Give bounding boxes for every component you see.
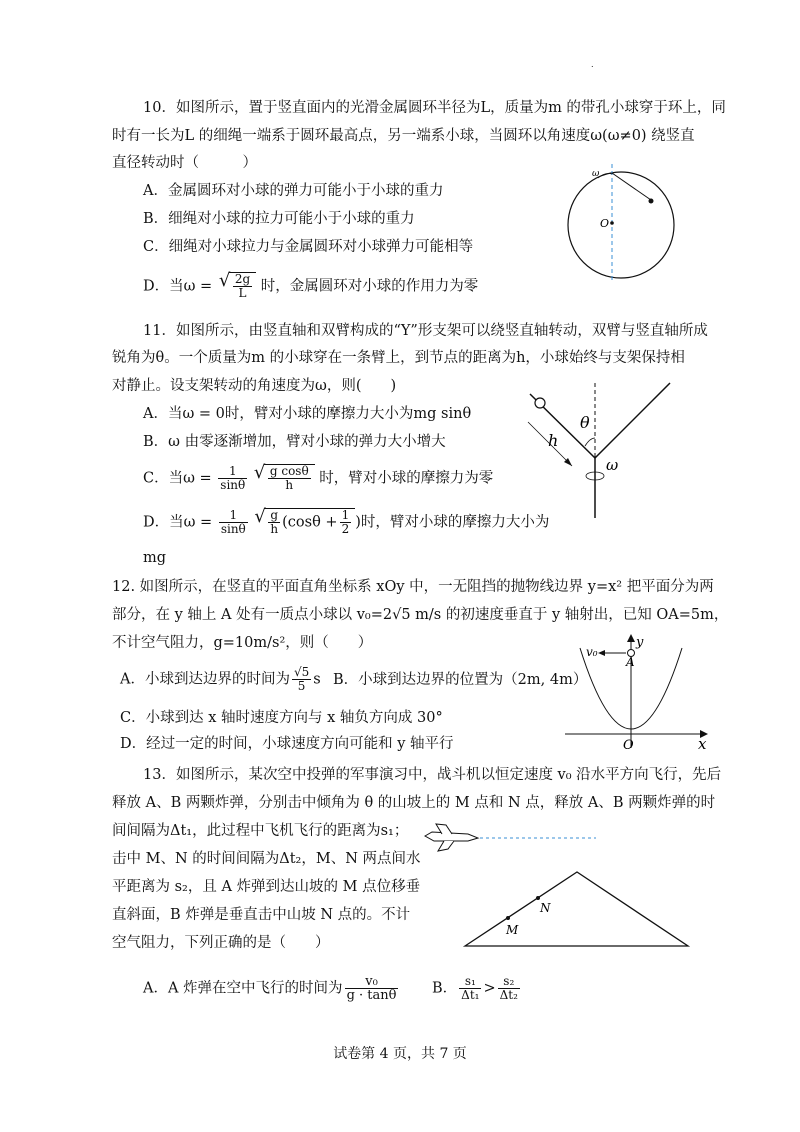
center-label: O: [600, 217, 610, 230]
q11-option-d-line2: mg: [143, 550, 167, 566]
theta-label: θ: [580, 413, 590, 432]
q11-option-a[interactable]: A．当ω = 0时，臂对小球的摩擦力大小为mg sinθ: [143, 406, 472, 422]
q10-option-b[interactable]: B．细绳对小球的拉力可能小于小球的重力: [143, 211, 415, 227]
q13-b-right-den: Δt₂: [499, 988, 518, 1002]
q10-line1: 10．如图所示，置于竖直面内的光滑金属圆环半径为L，质量为m 的带孔小球穿于环上，同: [143, 100, 726, 116]
q11-d-frac-num: 1: [219, 509, 248, 523]
q11-c-sqrt-den: h: [285, 478, 294, 492]
q11-option-d-prefix: D．当ω =: [143, 514, 213, 531]
q12-option-d[interactable]: D．经过一定的时间，小球速度方向可能和 y 轴平行: [120, 736, 454, 752]
q11-line3: 对静止。设支架转动的角速度为ω，则( ): [112, 378, 397, 394]
y-axis-arrow-icon: [627, 634, 635, 642]
q11-d-mid: (cosθ +: [282, 514, 338, 531]
point-m: [506, 916, 510, 920]
center-point: [610, 221, 614, 225]
q12-line1: 12. 如图所示，在竖直的平面直角坐标系 xOy 中，一无阻挡的抛物线边界 y=x² 把平面分为两: [112, 579, 714, 595]
q11-d-sqrt-den: h: [270, 522, 279, 536]
q10-option-d-prefix: D．当ω =: [143, 278, 213, 295]
q10-option-a[interactable]: A．金属圆环对小球的弹力可能小于小球的重力: [143, 183, 444, 199]
q11-c-frac-den: sinθ: [220, 478, 246, 492]
right-arm: [595, 383, 670, 458]
q13-option-b[interactable]: [432, 975, 522, 1002]
q11-option-d[interactable]: [143, 508, 549, 536]
h-label: h: [548, 431, 559, 450]
page-footer: 试卷第 4 页，共 7 页: [333, 1046, 467, 1062]
q11-option-c[interactable]: [143, 464, 493, 492]
q12-option-a-prefix: A．小球到达边界的时间为: [120, 671, 290, 688]
q13-line3: 间间隔为Δt₁，此过程中飞机飞行的距离为s₁；: [112, 823, 409, 839]
airplane-icon: [425, 824, 478, 851]
q13-b-right-num: s₂: [498, 975, 520, 989]
q13-a-num: v₀: [345, 975, 399, 989]
q11-d-half-num: 1: [341, 508, 350, 522]
q10-option-c[interactable]: C．细绳对小球拉力与金属圆环对小球弹力可能相等: [143, 239, 474, 255]
q13-line1: 13．如图所示，某次空中投弹的军事演习中，战斗机以恒定速度 v₀ 沿水平方向飞行，先后: [143, 767, 722, 783]
q11-c-frac-num: 1: [218, 465, 247, 479]
q10-ring-figure: [560, 162, 690, 287]
q12-line2: 部分，在 y 轴上 A 处有一质点小球以 v₀=2√5 m/s 的初速度垂直于 y 轴射出，已知 OA=5m，: [112, 607, 729, 623]
q13-b-left-den: Δt₁: [461, 988, 480, 1002]
omega-label: ω: [592, 169, 600, 179]
q11-c-sqrt-num: √ g cosθ: [269, 464, 309, 478]
q13-b-left-num: s₁: [459, 975, 481, 989]
q12-option-a[interactable]: [120, 666, 321, 693]
v0-label: v₀: [586, 645, 598, 659]
q10-frac-den: L: [238, 286, 247, 300]
q10-line3: 直径转动时（ ）: [112, 155, 257, 171]
q10-line2: 时有一长为L 的细绳一端系于圆环最高点，另一端系小球，当圆环以角速度ω(ω≠0) 绕竖直: [112, 128, 695, 144]
m-label: M: [506, 923, 519, 937]
y-label: y: [636, 635, 644, 650]
ball: [649, 199, 654, 204]
q11-line2: 锐角为θ。一个质量为m 的小球穿在一条臂上，到节点的距离为h，小球始终与支架保持相: [112, 350, 685, 366]
q13-line6: 直斜面，B 炸弹是垂直击中山坡 N 点的。不计: [112, 907, 411, 923]
q10-frac-num: √ 2g: [234, 272, 251, 286]
q13-line5: 平距离为 s₂，且 A 炸弹到达山坡的 M 点位移垂: [112, 879, 421, 895]
ball: [535, 398, 545, 408]
q13-line2: 释放 A、B 两颗炸弹，分别击中倾角为 θ 的山坡上的 M 点和 N 点，释放 A、B 两颗炸弹的时: [112, 795, 716, 811]
velocity-arrow-head-icon: [598, 650, 605, 656]
q13-line7: 空气阻力，下列正确的是（ ）: [112, 935, 330, 951]
q12-parabola-figure: [560, 630, 720, 755]
q10-option-d-suffix: 时，金属圆环对小球的作用力为零: [260, 278, 479, 295]
q10-option-d[interactable]: [143, 272, 478, 300]
q11-y-frame-figure: [510, 378, 680, 523]
q11-line1: 11．如图所示，由竖直轴和双臂构成的“Y”形支架可以绕竖直轴转动，双臂与竖直轴所成: [143, 323, 708, 339]
q12-option-b[interactable]: B．小球到达边界的位置为（2m, 4m）: [333, 672, 588, 688]
q12-option-c[interactable]: C．小球到达 x 轴时速度方向与 x 轴负方向成 30°: [120, 710, 443, 726]
q11-d-sqrt: [264, 508, 355, 536]
q11-option-d-suffix: )时，臂对小球的摩擦力大小为: [355, 514, 550, 531]
q13-option-b-prefix: B．: [432, 980, 458, 997]
q13-line4: 击中 M、N 的时间间隔为Δt₂，M、N 两点间水: [112, 851, 421, 867]
metal-ring: [568, 172, 674, 278]
n-label: N: [540, 901, 551, 915]
q11-d-half-den: 2: [341, 522, 350, 536]
q13-option-a[interactable]: [143, 975, 400, 1002]
string-line: [612, 173, 651, 200]
q11-d-frac-den: sinθ: [220, 522, 246, 536]
q11-option-b[interactable]: B．ω 由零逐渐增加，臂对小球的弹力大小增大: [143, 434, 446, 450]
hill-slope: [465, 872, 688, 946]
q13-bombing-figure: [420, 822, 700, 952]
q12-a-num: √5: [293, 665, 310, 679]
point-n: [536, 896, 540, 900]
q12-line3: 不计空气阻力，g=10m/s²，则（ ）: [112, 635, 373, 651]
origin-label: O: [623, 738, 634, 753]
q10-sqrt: [229, 272, 256, 300]
q13-b-operator: >: [483, 980, 496, 997]
q11-d-sqrt-num: √ g: [268, 509, 280, 523]
omega-label: ω: [606, 456, 619, 474]
a-label: A: [626, 655, 635, 669]
q11-option-c-suffix: 时，臂对小球的摩擦力为零: [319, 470, 494, 487]
q12-a-unit: s: [313, 671, 321, 688]
q11-option-c-prefix: C．当ω =: [143, 470, 212, 487]
scan-dot: .: [591, 60, 594, 69]
angle-arc: [585, 438, 595, 446]
q11-c-sqrt: [264, 464, 315, 492]
x-label: x: [698, 735, 707, 753]
q13-option-a-prefix: A．A 炸弹在空中飞行的时间为: [143, 980, 343, 997]
q13-a-den: g · tanθ: [346, 988, 397, 1003]
q12-a-den: 5: [297, 679, 306, 693]
